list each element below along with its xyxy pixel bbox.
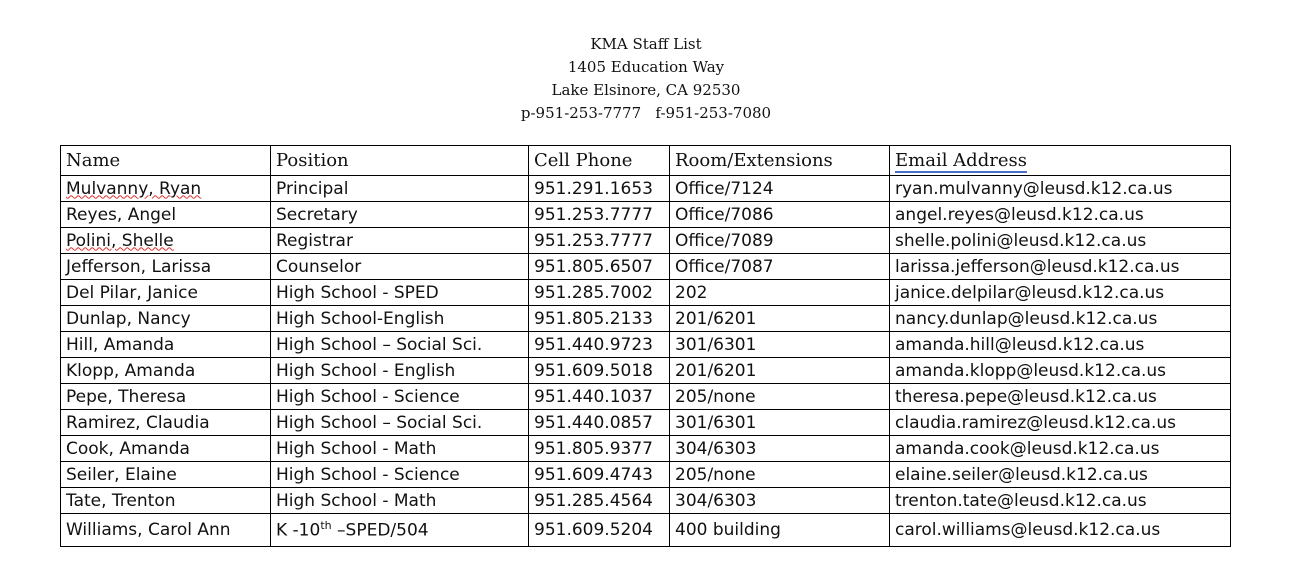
email-cell: larissa.jefferson@leusd.k12.ca.us <box>890 254 1231 280</box>
email-cell: nancy.dunlap@leusd.k12.ca.us <box>890 306 1231 332</box>
col-name: Name <box>61 146 271 176</box>
table-row <box>61 254 1231 280</box>
name-cell: Pepe, Theresa <box>61 384 271 410</box>
position-cell: Principal <box>271 176 529 202</box>
phone-cell: 951.291.1653 <box>529 176 670 202</box>
room-cell: Office/7087 <box>670 254 890 280</box>
room-cell: Office/7086 <box>670 202 890 228</box>
phone-cell: 951.253.7777 <box>529 202 670 228</box>
phone-cell: 951.285.7002 <box>529 280 670 306</box>
table-row <box>61 462 1231 488</box>
phone-cell: 951.285.4564 <box>529 488 670 514</box>
room-cell: Office/7089 <box>670 228 890 254</box>
room-cell: 301/6301 <box>670 410 890 436</box>
email-cell: angel.reyes@leusd.k12.ca.us <box>890 202 1231 228</box>
table-row <box>61 514 1231 547</box>
name-cell: Jefferson, Larissa <box>61 254 271 280</box>
doc-phones: p-951-253-7777 f-951-253-7080 <box>520 104 772 122</box>
phone-cell: 951.805.6507 <box>529 254 670 280</box>
name-cell: Reyes, Angel <box>61 202 271 228</box>
position-cell: High School-English <box>271 306 529 332</box>
position-cell: High School - Science <box>271 462 529 488</box>
table-row <box>61 436 1231 462</box>
position-cell: Secretary <box>271 202 529 228</box>
staff-table <box>60 145 1231 547</box>
room-cell: 201/6201 <box>670 306 890 332</box>
table-row <box>61 228 1231 254</box>
email-cell: amanda.klopp@leusd.k12.ca.us <box>890 358 1231 384</box>
room-cell: 301/6301 <box>670 332 890 358</box>
table-row <box>61 306 1231 332</box>
room-cell: 205/none <box>670 462 890 488</box>
position-cell: High School – Social Sci. <box>271 332 529 358</box>
name-cell: Mulvanny, Ryan <box>61 176 271 202</box>
name-cell: Seiler, Elaine <box>61 462 271 488</box>
room-cell: 205/none <box>670 384 890 410</box>
doc-city: Lake Elsinore, CA 92530 <box>551 81 741 99</box>
room-cell: 304/6303 <box>670 488 890 514</box>
table-row <box>61 358 1231 384</box>
name-cell: Dunlap, Nancy <box>61 306 271 332</box>
name-cell: Cook, Amanda <box>61 436 271 462</box>
document-header <box>0 33 1292 125</box>
table-row <box>61 332 1231 358</box>
room-cell: 201/6201 <box>670 358 890 384</box>
position-cell: High School - Math <box>271 488 529 514</box>
email-cell: theresa.pepe@leusd.k12.ca.us <box>890 384 1231 410</box>
table-row <box>61 384 1231 410</box>
table-row <box>61 176 1231 202</box>
table-row <box>61 410 1231 436</box>
col-email: Email Address <box>890 146 1231 176</box>
email-cell: elaine.seiler@leusd.k12.ca.us <box>890 462 1231 488</box>
doc-title: KMA Staff List <box>590 35 702 53</box>
position-cell: High School - English <box>271 358 529 384</box>
email-cell: ryan.mulvanny@leusd.k12.ca.us <box>890 176 1231 202</box>
position-cell: High School - SPED <box>271 280 529 306</box>
name-cell: Williams, Carol Ann <box>61 514 271 547</box>
name-cell: Polini, Shelle <box>61 228 271 254</box>
phone-cell: 951.609.5018 <box>529 358 670 384</box>
phone-cell: 951.440.9723 <box>529 332 670 358</box>
name-cell: Klopp, Amanda <box>61 358 271 384</box>
position-cell: High School - Math <box>271 436 529 462</box>
phone-cell: 951.440.1037 <box>529 384 670 410</box>
email-cell: shelle.polini@leusd.k12.ca.us <box>890 228 1231 254</box>
email-cell: janice.delpilar@leusd.k12.ca.us <box>890 280 1231 306</box>
room-cell: 400 building <box>670 514 890 547</box>
table-header-row <box>61 146 1231 176</box>
name-cell: Del Pilar, Janice <box>61 280 271 306</box>
doc-address: 1405 Education Way <box>567 58 725 76</box>
email-cell: amanda.hill@leusd.k12.ca.us <box>890 332 1231 358</box>
col-position: Position <box>271 146 529 176</box>
name-cell: Hill, Amanda <box>61 332 271 358</box>
phone-cell: 951.253.7777 <box>529 228 670 254</box>
position-cell: High School - Science <box>271 384 529 410</box>
name-cell: Ramirez, Claudia <box>61 410 271 436</box>
col-cell-phone: Cell Phone <box>529 146 670 176</box>
table-row <box>61 202 1231 228</box>
room-cell: Office/7124 <box>670 176 890 202</box>
room-cell: 202 <box>670 280 890 306</box>
phone-cell: 951.805.2133 <box>529 306 670 332</box>
name-cell: Tate, Trenton <box>61 488 271 514</box>
table-row <box>61 488 1231 514</box>
phone-cell: 951.609.4743 <box>529 462 670 488</box>
phone-cell: 951.440.0857 <box>529 410 670 436</box>
position-cell: K -10th –SPED/504 <box>271 514 529 547</box>
position-cell: Registrar <box>271 228 529 254</box>
table-row <box>61 280 1231 306</box>
email-cell: claudia.ramirez@leusd.k12.ca.us <box>890 410 1231 436</box>
position-cell: High School – Social Sci. <box>271 410 529 436</box>
email-cell: carol.williams@leusd.k12.ca.us <box>890 514 1231 547</box>
position-cell: Counselor <box>271 254 529 280</box>
email-cell: amanda.cook@leusd.k12.ca.us <box>890 436 1231 462</box>
phone-cell: 951.805.9377 <box>529 436 670 462</box>
email-cell: trenton.tate@leusd.k12.ca.us <box>890 488 1231 514</box>
room-cell: 304/6303 <box>670 436 890 462</box>
col-room: Room/Extensions <box>670 146 890 176</box>
phone-cell: 951.609.5204 <box>529 514 670 547</box>
